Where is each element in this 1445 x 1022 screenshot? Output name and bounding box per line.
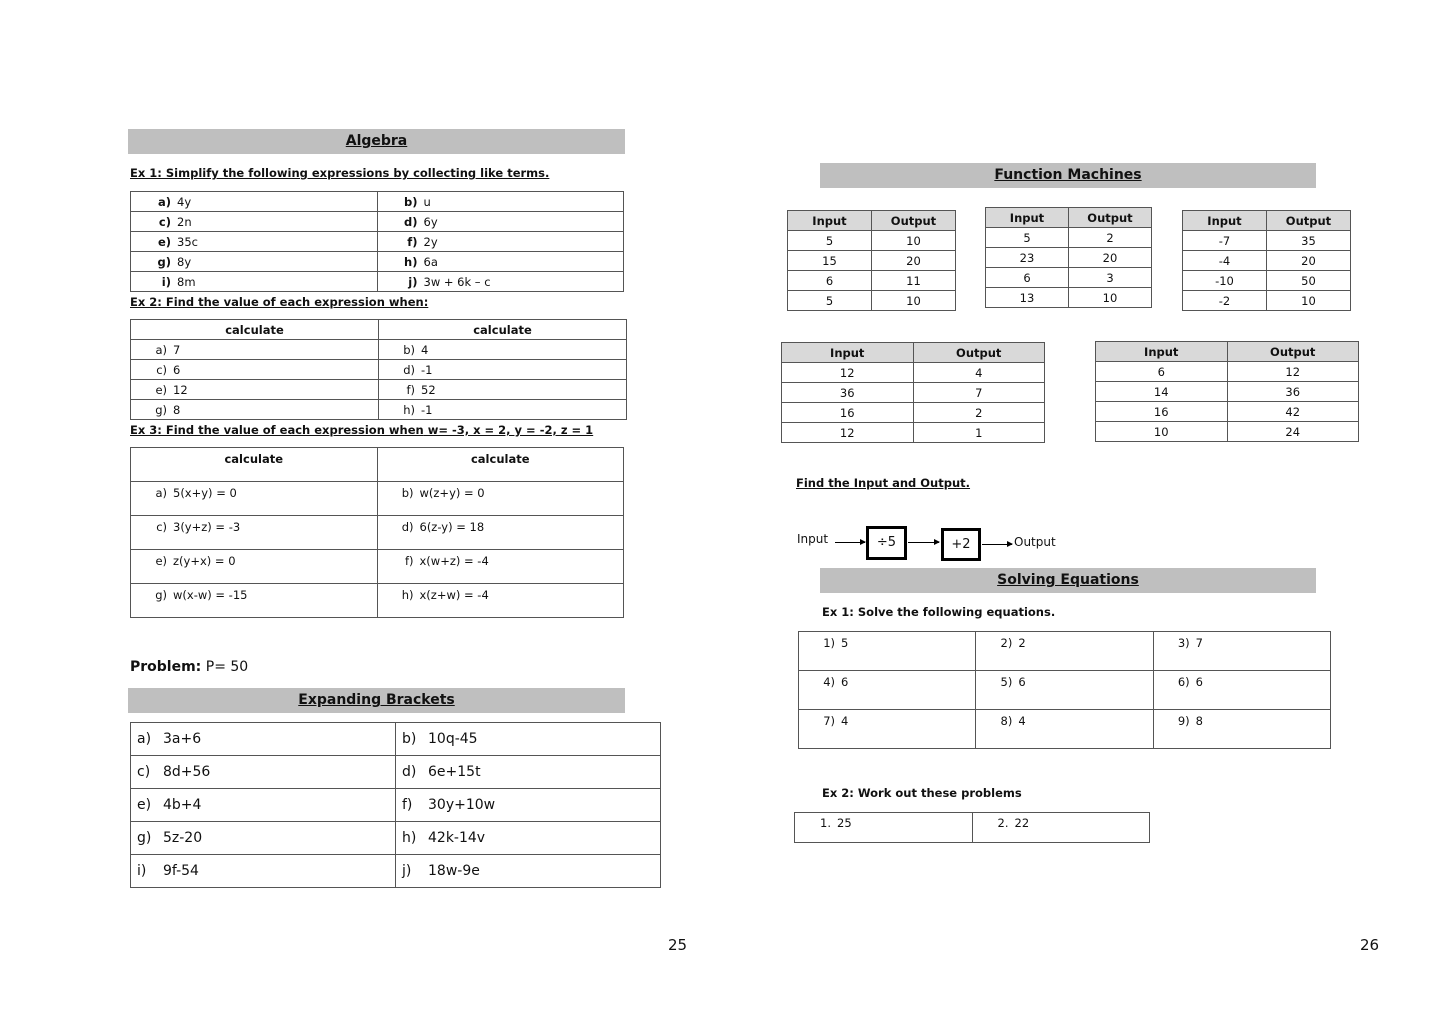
item-label: a)	[157, 194, 171, 209]
fm-table-5	[1095, 341, 1359, 442]
table-row	[986, 268, 1152, 288]
table-row	[986, 248, 1152, 268]
ex1-title: Ex 1: Simplify the following expressions by collecting like terms.	[130, 166, 550, 180]
table-cell	[799, 671, 976, 710]
table-cell: -7	[1183, 231, 1267, 251]
table-cell: 10	[872, 291, 956, 311]
brackets-banner	[128, 688, 625, 713]
table-cell	[799, 632, 976, 671]
table-cell: 10	[872, 231, 956, 251]
table-cell: 7	[913, 383, 1045, 403]
column-header: calculate	[379, 320, 627, 340]
column-header: calculate	[131, 320, 379, 340]
table-row	[799, 710, 1331, 749]
table-row	[131, 252, 624, 272]
table-row	[1183, 291, 1351, 311]
table-row	[1183, 251, 1351, 271]
item-value: 5z-20	[163, 830, 203, 846]
item-label: e)	[137, 797, 152, 813]
table-cell: 1	[913, 423, 1045, 443]
item-label: c)	[156, 362, 167, 377]
column-header: calculate	[131, 448, 378, 482]
table-cell	[131, 723, 396, 756]
item-value: 5	[841, 636, 849, 650]
item-value: 3w + 6k – c	[423, 274, 491, 289]
column-header: calculate	[377, 448, 624, 482]
table-cell	[131, 272, 378, 292]
ex2-title: Ex 2: Find the value of each expression when:	[130, 295, 429, 309]
find-title: Find the Input and Output.	[796, 476, 971, 490]
table-row	[131, 340, 627, 360]
item-label: c)	[137, 764, 151, 780]
column-header: Output	[1267, 211, 1351, 231]
header-row	[1096, 342, 1359, 362]
table-cell: 13	[986, 288, 1069, 308]
table-cell	[795, 813, 973, 843]
item-value: 2n	[177, 214, 192, 229]
table-cell	[379, 400, 627, 420]
table-cell	[131, 340, 379, 360]
table-cell: 20	[1069, 248, 1152, 268]
table-cell	[131, 400, 379, 420]
ex1-table	[130, 191, 624, 292]
table-row	[131, 550, 624, 584]
table-cell	[377, 516, 624, 550]
table-cell	[396, 789, 661, 822]
item-value: 18w-9e	[428, 863, 480, 879]
table-cell	[379, 340, 627, 360]
item-label: a)	[155, 486, 167, 500]
header-row	[1183, 211, 1351, 231]
table-row	[131, 360, 627, 380]
solving-equations-title: Solving Equations	[997, 572, 1139, 588]
column-header: Input	[782, 343, 914, 363]
table-cell	[377, 482, 624, 516]
item-value: 8	[1195, 714, 1203, 728]
table-cell: 14	[1096, 382, 1228, 402]
item-value: 4	[841, 714, 849, 728]
table-cell: 10	[1069, 288, 1152, 308]
item-label: h)	[403, 402, 415, 417]
table-row	[986, 288, 1152, 308]
table-row	[131, 482, 624, 516]
table-cell	[131, 822, 396, 855]
table-cell	[976, 710, 1153, 749]
item-label: i)	[161, 274, 171, 289]
item-value: 6y	[423, 214, 438, 229]
item-value: 7	[173, 342, 181, 357]
table-cell	[976, 632, 1153, 671]
table-row	[782, 403, 1045, 423]
column-header: Input	[1183, 211, 1267, 231]
item-value: 30y+10w	[428, 797, 496, 813]
table-cell	[377, 272, 624, 292]
item-value: 35c	[177, 234, 198, 249]
table-row	[795, 813, 1150, 843]
column-header: Output	[1069, 208, 1152, 228]
table-row	[131, 380, 627, 400]
item-value: x(w+z) = -4	[419, 554, 489, 568]
table-cell	[377, 192, 624, 212]
item-label: b)	[402, 731, 417, 747]
item-label: d)	[404, 214, 418, 229]
table-cell: 23	[986, 248, 1069, 268]
problem-label: Problem:	[130, 659, 202, 675]
item-value: -1	[421, 362, 433, 377]
table-cell	[131, 516, 378, 550]
eq-ex1-title: Ex 1: Solve the following equations.	[822, 605, 1056, 619]
machine-input-label: Input	[797, 532, 829, 546]
table-row	[788, 251, 956, 271]
column-header: Output	[1227, 342, 1359, 362]
ex3-table	[130, 447, 624, 618]
table-row	[782, 423, 1045, 443]
table-row	[799, 632, 1331, 671]
table-cell: 16	[1096, 402, 1228, 422]
item-value: 25	[837, 816, 852, 830]
item-label: b)	[403, 342, 415, 357]
table-cell	[131, 232, 378, 252]
machine-box-add: +2	[941, 528, 981, 561]
item-value: 8m	[177, 274, 196, 289]
table-row	[1096, 362, 1359, 382]
item-label: 7)	[823, 714, 835, 728]
table-cell	[379, 380, 627, 400]
item-value: 2	[1018, 636, 1026, 650]
table-row	[131, 232, 624, 252]
item-value: 8	[173, 402, 181, 417]
fm-table-4	[781, 342, 1045, 443]
item-value: 8y	[177, 254, 192, 269]
item-value: x(z+w) = -4	[419, 588, 489, 602]
item-label: 6)	[1177, 675, 1190, 689]
table-cell	[131, 252, 378, 272]
table-cell	[377, 252, 624, 272]
item-value: w(z+y) = 0	[419, 486, 485, 500]
arrow-2-icon	[908, 542, 939, 543]
table-cell: 36	[782, 383, 914, 403]
table-row	[788, 231, 956, 251]
fm-table-2	[985, 207, 1152, 308]
table-cell	[396, 723, 661, 756]
item-value: z(y+x) = 0	[173, 554, 236, 568]
table-row	[986, 228, 1152, 248]
table-cell: 10	[1267, 291, 1351, 311]
header-row	[986, 208, 1152, 228]
item-label: 4)	[823, 675, 835, 689]
table-cell: 11	[872, 271, 956, 291]
item-value: 12	[173, 382, 188, 397]
item-label: a)	[155, 342, 167, 357]
item-value: w(x-w) = -15	[173, 588, 248, 602]
page-number-right: 26	[1360, 936, 1380, 954]
header-row	[131, 320, 627, 340]
item-value: 6(z-y) = 18	[419, 520, 485, 534]
table-row	[1096, 402, 1359, 422]
table-row	[1183, 271, 1351, 291]
item-label: g)	[155, 402, 167, 417]
table-cell	[377, 212, 624, 232]
item-label: 2)	[1000, 636, 1013, 650]
table-row	[1183, 231, 1351, 251]
table-cell: 20	[872, 251, 956, 271]
item-label: a)	[137, 731, 152, 747]
table-cell	[131, 212, 378, 232]
table-cell: 42	[1227, 402, 1359, 422]
problem-value: P= 50	[201, 659, 249, 675]
item-value: 6a	[423, 254, 438, 269]
table-row	[131, 192, 624, 212]
item-value: 4y	[177, 194, 192, 209]
page-number-left: 25	[668, 936, 688, 954]
item-label: j)	[408, 274, 418, 289]
table-cell	[396, 756, 661, 789]
table-cell: 12	[782, 423, 914, 443]
item-value: 22	[1014, 816, 1030, 830]
item-value: 3(y+z) = -3	[173, 520, 241, 534]
eq-ex2-title: Ex 2: Work out these problems	[822, 786, 1022, 800]
table-cell: 6	[986, 268, 1069, 288]
fm-table-3	[1182, 210, 1351, 311]
item-label: g)	[155, 588, 167, 602]
table-cell	[131, 380, 379, 400]
table-row	[782, 363, 1045, 383]
item-value: 3a+6	[163, 731, 202, 747]
item-label: c)	[156, 520, 167, 534]
item-label: d)	[402, 764, 417, 780]
header-row	[788, 211, 956, 231]
item-label: j)	[402, 863, 412, 879]
item-label: e)	[157, 234, 171, 249]
item-value: 4	[1018, 714, 1026, 728]
table-cell: 24	[1227, 422, 1359, 442]
table-cell: -10	[1183, 271, 1267, 291]
item-label: e)	[155, 554, 167, 568]
item-label: 1.	[820, 816, 831, 830]
ex2-table	[130, 319, 627, 420]
item-value: u	[423, 194, 431, 209]
table-row	[131, 822, 661, 855]
table-cell	[377, 584, 624, 618]
table-cell: 4	[913, 363, 1045, 383]
item-label: 2.	[997, 816, 1009, 830]
item-value: 52	[421, 382, 436, 397]
item-label: h)	[404, 254, 418, 269]
item-value: 5(x+y) = 0	[173, 486, 237, 500]
item-label: c)	[158, 214, 171, 229]
item-label: 1)	[823, 636, 835, 650]
brackets-title: Expanding Brackets	[298, 692, 455, 708]
table-cell	[396, 855, 661, 888]
item-label: h)	[401, 588, 414, 602]
brackets-table	[130, 722, 661, 888]
solving-equations-banner	[820, 568, 1316, 593]
table-cell	[131, 360, 379, 380]
table-cell	[1153, 671, 1330, 710]
arrow-1-icon	[835, 542, 865, 543]
table-row	[131, 516, 624, 550]
table-cell	[131, 192, 378, 212]
problem-line	[130, 659, 248, 675]
equations-table	[798, 631, 1331, 749]
table-cell: 36	[1227, 382, 1359, 402]
item-label: b)	[404, 194, 418, 209]
item-value: 10q-45	[428, 731, 478, 747]
table-cell	[377, 232, 624, 252]
machine-box-divide: ÷5	[866, 526, 907, 560]
item-label: 9)	[1177, 714, 1190, 728]
item-label: f)	[404, 554, 414, 568]
item-label: g)	[157, 254, 171, 269]
table-cell: 16	[782, 403, 914, 423]
table-row	[1096, 422, 1359, 442]
item-label: h)	[402, 830, 417, 846]
item-value: 7	[1195, 636, 1203, 650]
table-cell: 15	[788, 251, 872, 271]
column-header: Input	[1096, 342, 1228, 362]
item-value: 2y	[423, 234, 438, 249]
item-label: 8)	[1000, 714, 1013, 728]
table-row	[788, 291, 956, 311]
table-cell	[131, 482, 378, 516]
table-cell	[379, 360, 627, 380]
column-header: Input	[986, 208, 1069, 228]
table-cell	[799, 710, 976, 749]
table-row	[788, 271, 956, 291]
column-header: Output	[872, 211, 956, 231]
ex3-title-text: Ex 3: Find the value of each expression when	[130, 423, 424, 437]
table-row	[131, 756, 661, 789]
table-cell: 2	[913, 403, 1045, 423]
table-cell: 6	[1096, 362, 1228, 382]
ex3-condition: w= -3, x = 2, y = -2, z = 1	[423, 423, 594, 437]
item-label: d)	[401, 520, 414, 534]
function-machines-title: Function Machines	[994, 167, 1142, 183]
table-cell: 10	[1096, 422, 1228, 442]
table-cell	[1153, 632, 1330, 671]
table-cell: 12	[1227, 362, 1359, 382]
item-label: f)	[402, 797, 413, 813]
table-cell: -4	[1183, 251, 1267, 271]
item-label: e)	[155, 382, 167, 397]
item-label: f)	[406, 382, 415, 397]
item-value: 6	[173, 362, 181, 377]
item-label: 5)	[1000, 675, 1013, 689]
table-cell	[131, 789, 396, 822]
table-row	[131, 400, 627, 420]
item-label: b)	[401, 486, 414, 500]
table-cell	[131, 584, 378, 618]
table-cell: 3	[1069, 268, 1152, 288]
item-label: i)	[137, 863, 147, 879]
table-cell: 35	[1267, 231, 1351, 251]
item-value: 8d+56	[163, 764, 211, 780]
item-value: 4	[421, 342, 429, 357]
fm-table-1	[787, 210, 956, 311]
function-machines-banner	[820, 163, 1316, 188]
machine-output-label: Output	[1014, 535, 1056, 549]
table-row	[131, 723, 661, 756]
algebra-title: Algebra	[345, 133, 408, 149]
table-cell: 50	[1267, 271, 1351, 291]
item-value: 9f-54	[163, 863, 199, 879]
item-label: d)	[403, 362, 415, 377]
table-row	[131, 584, 624, 618]
table-cell	[1153, 710, 1330, 749]
table-cell: 2	[1069, 228, 1152, 248]
table-row	[131, 855, 661, 888]
table-cell	[972, 813, 1150, 843]
item-value: 6e+15t	[428, 764, 481, 780]
table-cell	[396, 822, 661, 855]
item-value: 6	[1195, 675, 1203, 689]
header-row	[131, 448, 624, 482]
column-header: Output	[913, 343, 1045, 363]
table-cell: -2	[1183, 291, 1267, 311]
ex3-title	[130, 423, 593, 437]
item-value: -1	[421, 402, 433, 417]
item-label: g)	[137, 830, 152, 846]
item-label: f)	[407, 234, 418, 249]
table-cell	[377, 550, 624, 584]
column-header: Input	[788, 211, 872, 231]
table-cell	[131, 855, 396, 888]
header-row	[782, 343, 1045, 363]
table-cell: 20	[1267, 251, 1351, 271]
table-cell	[976, 671, 1153, 710]
table-row	[131, 789, 661, 822]
table-row	[1096, 382, 1359, 402]
item-label: 3)	[1177, 636, 1190, 650]
table-row	[131, 212, 624, 232]
item-value: 6	[1018, 675, 1026, 689]
table-cell: 5	[788, 291, 872, 311]
table-cell: 5	[788, 231, 872, 251]
table-cell: 12	[782, 363, 914, 383]
table-row	[799, 671, 1331, 710]
table-cell: 5	[986, 228, 1069, 248]
table-cell: 6	[788, 271, 872, 291]
table-row	[131, 272, 624, 292]
table-cell	[131, 550, 378, 584]
table-cell	[131, 756, 396, 789]
table-row	[782, 383, 1045, 403]
problems-table	[794, 812, 1150, 843]
item-value: 6	[841, 675, 849, 689]
item-value: 4b+4	[163, 797, 202, 813]
item-value: 42k-14v	[428, 830, 486, 846]
arrow-3-icon	[982, 544, 1012, 545]
algebra-banner	[128, 129, 625, 154]
